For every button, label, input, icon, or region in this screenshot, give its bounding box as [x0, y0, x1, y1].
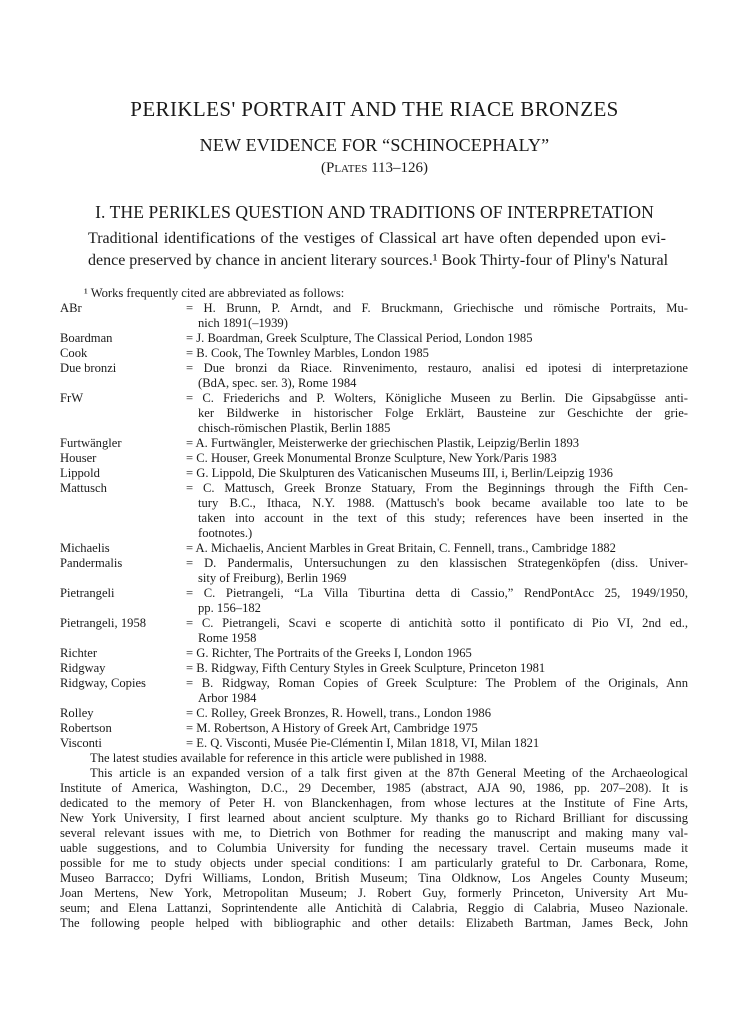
acknowledgment-line: New York University, I first learned about ancient sculpture. My thanks go to Richard Brilliant for discussing	[60, 811, 688, 825]
abbreviation-citation	[186, 346, 688, 361]
body-line: Traditional identifications of the vestiges of Classical art have often depended upon evi-	[88, 230, 666, 247]
section-heading: I. THE PERIKLES QUESTION AND TRADITIONS OF INTERPRETATION	[95, 202, 654, 222]
abbreviation-key: Pietrangeli, 1958	[60, 616, 147, 630]
citation-line: = B. Ridgway, Roman Copies of Greek Sculpture: The Problem of the Originals, Ann	[186, 676, 688, 690]
citation-line: Arbor 1984	[198, 691, 257, 705]
citation-line: = G. Richter, The Portraits of the Greeks I, London 1965	[186, 646, 472, 660]
footnote-intro: ¹ Works frequently cited are abbreviated as follows:	[84, 286, 345, 300]
abbreviation-entry	[60, 676, 688, 706]
citation-line: = A. Furtwängler, Meisterwerke der griechischen Plastik, Leipzig/Berlin 1893	[186, 436, 580, 450]
note-line: The latest studies available for reference in this article were published in 1988.	[90, 751, 487, 765]
abbreviation-key: Rolley	[60, 706, 94, 720]
acknowledgment-line: Museo Barracco; Dyfri Williams, London, British Museum; Tina Oldknow, Los Angeles County Museum;	[60, 871, 688, 885]
abbreviation-key: Ridgway, Copies	[60, 676, 146, 690]
abbreviation-citation	[186, 586, 688, 616]
abbreviation-entry	[60, 541, 688, 556]
abbreviation-citation	[186, 541, 688, 556]
citation-line: taken into account in the text of this study; references have been inserted in the	[198, 511, 688, 525]
abbreviation-key: Boardman	[60, 331, 113, 345]
abbreviation-entry	[60, 466, 688, 481]
abbreviation-citation	[186, 466, 688, 481]
abbreviation-citation	[186, 481, 688, 541]
abbreviation-key: ABr	[60, 301, 82, 315]
abbreviation-citation	[186, 721, 688, 736]
citation-line: nich 1891(–1939)	[198, 316, 288, 330]
citation-line: = Due bronzi da Riace. Rinvenimento, restauro, analisi ed ipotesi di interpretazione	[186, 361, 688, 375]
abbreviation-citation	[186, 361, 688, 391]
abbreviation-citation	[186, 331, 688, 346]
article-subtitle: NEW EVIDENCE FOR “SCHINOCEPHALY”	[199, 135, 550, 155]
abbreviation-entry	[60, 346, 688, 361]
citation-line: footnotes.)	[198, 526, 253, 540]
abbreviation-key: Houser	[60, 451, 97, 465]
abbreviation-entry	[60, 721, 688, 736]
abbreviation-entry	[60, 661, 688, 676]
citation-line: = D. Pandermalis, Untersuchungen zu den klassischen Strategenköpfen (diss. Univer-	[186, 556, 688, 570]
abbreviation-entry	[60, 391, 688, 436]
citation-line: tury B.C., Ithaca, N.Y. 1988. (Mattusch's book became available too late to be	[198, 496, 688, 510]
abbreviation-key: Cook	[60, 346, 88, 360]
citation-line: chisch-römischen Plastik, Berlin 1885	[198, 421, 391, 435]
abbreviation-citation	[186, 616, 688, 646]
abbreviation-key: FrW	[60, 391, 84, 405]
abbreviation-key: Due bronzi	[60, 361, 117, 375]
abbreviation-entry	[60, 646, 688, 661]
abbreviation-key: Robertson	[60, 721, 112, 735]
acknowledgment-line: seum; and Elena Lattanzi, Soprintendente alle Antichità di Calabria, Reggio di Calabria, Museo Nazionale.	[60, 901, 688, 915]
abbreviation-key: Furtwängler	[60, 436, 122, 450]
citation-line: = C. Mattusch, Greek Bronze Statuary, From the Beginnings through the Fifth Cen-	[186, 481, 688, 495]
citation-line: = E. Q. Visconti, Musée Pie-Clémentin I, Milan 1818, VI, Milan 1821	[186, 736, 540, 750]
citation-line: = B. Ridgway, Fifth Century Styles in Greek Sculpture, Princeton 1981	[186, 661, 546, 675]
abbreviation-entry	[60, 301, 688, 331]
citation-line: = C. Pietrangeli, Scavi e scoperte di antichità sotto il pontificato di Pio VI, 2nd ed.,	[186, 616, 688, 630]
abbreviation-citation	[186, 661, 688, 676]
footnote-note	[60, 751, 688, 766]
citation-line: = C. Houser, Greek Monumental Bronze Sculpture, New York/Paris 1983	[186, 451, 557, 465]
citation-line: = J. Boardman, Greek Sculpture, The Classical Period, London 1985	[186, 331, 533, 345]
abbreviation-key: Visconti	[60, 736, 102, 750]
abbreviation-entry	[60, 616, 688, 646]
footnote	[60, 286, 688, 931]
acknowledgment-line: Joan Mertens, New York, Metropolitan Museum; J. Robert Guy, formerly Princeton, University Art Mu-	[60, 886, 688, 900]
citation-line: = G. Lippold, Die Skulpturen des Vaticanischen Museums III, i, Berlin/Leipzig 1936	[186, 466, 613, 480]
abbreviation-citation	[186, 706, 688, 721]
abbreviation-entry	[60, 436, 688, 451]
body-paragraph	[88, 228, 669, 272]
citation-line: pp. 156–182	[198, 601, 261, 615]
acknowledgment-line: dedicated to the memory of Peter H. von Blanckenhagen, from whose lectures at the Institute of Fine Arts,	[60, 796, 688, 810]
citation-line: = H. Brunn, P. Arndt, and F. Bruckmann, Griechische und römische Portraits, Mu-	[186, 301, 688, 315]
citation-line: = C. Rolley, Greek Bronzes, R. Howell, trans., London 1986	[186, 706, 491, 720]
abbreviation-citation	[186, 391, 688, 436]
body-line: dence preserved by chance in ancient literary sources.¹ Book Thirty-four of Pliny's Natural	[88, 252, 669, 269]
abbreviation-key: Lippold	[60, 466, 100, 480]
abbreviation-entry	[60, 736, 688, 751]
article-title: PERIKLES' PORTRAIT AND THE RIACE BRONZES	[130, 97, 619, 121]
abbreviation-entry	[60, 361, 688, 391]
acknowledgment-line: This article is an expanded version of a talk first given at the 87th General Meeting of the Archaeological	[90, 766, 688, 780]
citation-line: Rome 1958	[198, 631, 257, 645]
citation-line: = A. Michaelis, Ancient Marbles in Great Britain, C. Fennell, trans., Cambridge 1882	[186, 541, 616, 555]
abbreviation-key: Richter	[60, 646, 98, 660]
abbreviation-citation	[186, 436, 688, 451]
citation-line: = M. Robertson, A History of Greek Art, Cambridge 1975	[186, 721, 478, 735]
acknowledgment-line: several relevant issues with me, to Dietrich von Bothmer for reading the manuscript and making many val-	[60, 826, 688, 840]
abbreviation-entry	[60, 331, 688, 346]
abbreviation-citation	[186, 736, 688, 751]
abbreviation-entry	[60, 706, 688, 721]
abbreviation-entry	[60, 556, 688, 586]
abbreviation-entry	[60, 481, 688, 541]
acknowledgment-line: uable suggestions, and to Columbia University for funding the necessary travel. Certain museums made it	[60, 841, 688, 855]
abbreviation-key: Pandermalis	[60, 556, 123, 570]
plates-reference	[0, 160, 749, 177]
citation-line: ker Bildwerke in historischer Folge Erklärt, Bausteine zur Geschichte der grie-	[198, 406, 688, 420]
abbreviation-citation	[186, 301, 688, 331]
plates-text: (Plates 113–126)	[320, 160, 429, 176]
citation-line: = C. Pietrangeli, “La Villa Tiburtina detta di Cassio,” RendPontAcc 25, 1949/1950,	[186, 586, 688, 600]
abbreviation-entry	[60, 586, 688, 616]
citation-line: = C. Friederichs and P. Wolters, Königliche Museen zu Berlin. Die Gipsabgüsse anti-	[186, 391, 688, 405]
acknowledgment-line: Institute of America, Washington, D.C., 29 December, 1985 (abstract, AJA 90, 1986, pp. 207–208). It is	[60, 781, 688, 795]
acknowledgment-paragraph	[60, 766, 688, 931]
acknowledgment-line: The following people helped with bibliographic and other details: Elizabeth Bartman, James Beck, John	[60, 916, 688, 930]
abbreviation-citation	[186, 676, 688, 706]
abbreviation-citation	[186, 556, 688, 586]
abbreviation-list	[60, 301, 688, 751]
abbreviation-key: Michaelis	[60, 541, 110, 555]
abbreviation-key: Ridgway	[60, 661, 106, 675]
abbreviation-key: Pietrangeli	[60, 586, 115, 600]
citation-line: = B. Cook, The Townley Marbles, London 1985	[186, 346, 429, 360]
abbreviation-citation	[186, 646, 688, 661]
abbreviation-citation	[186, 451, 688, 466]
citation-line: (BdA, spec. ser. 3), Rome 1984	[198, 376, 357, 390]
abbreviation-key: Mattusch	[60, 481, 107, 495]
citation-line: sity of Freiburg), Berlin 1969	[198, 571, 347, 585]
abbreviation-entry	[60, 451, 688, 466]
acknowledgment-line: possible for me to study objects under special conditions: I am particularly grateful to Dr. Carbonara, Rome,	[60, 856, 688, 870]
